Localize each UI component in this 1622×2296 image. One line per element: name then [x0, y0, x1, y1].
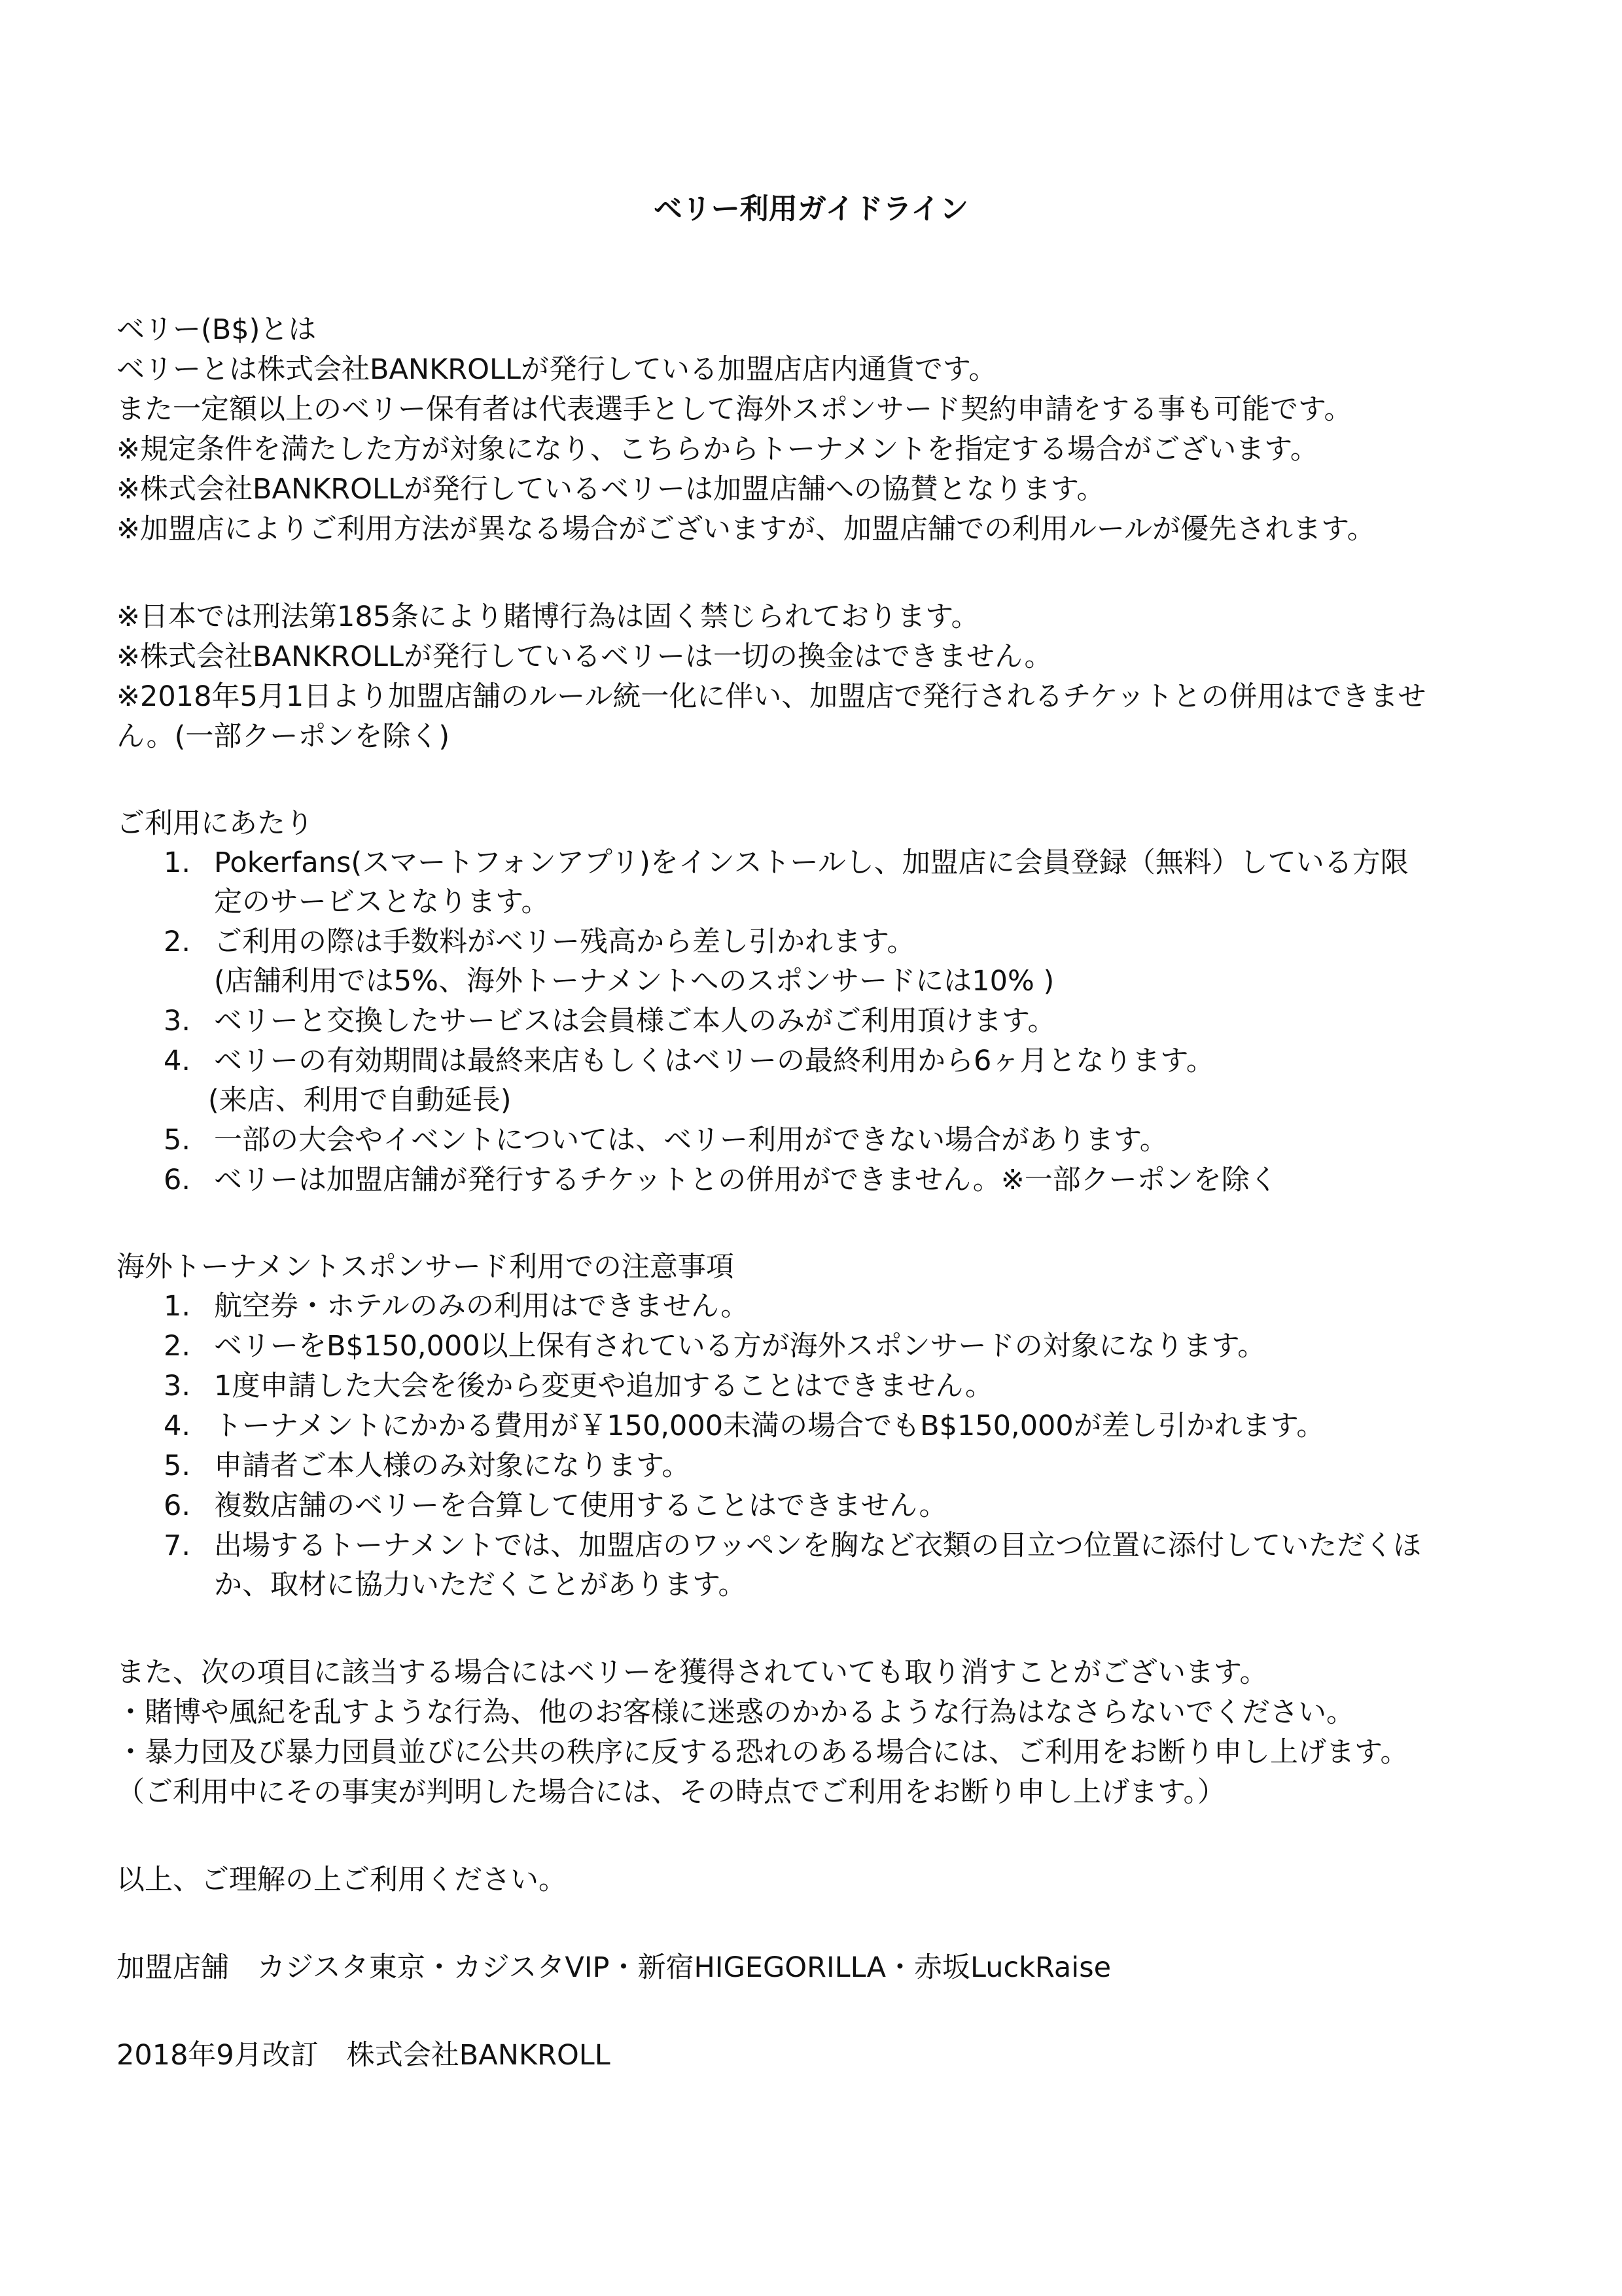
- list-number: 1.: [164, 1290, 191, 1323]
- cancel-line: （ご利用中にその事実が判明した場合には、その時点でご利用をお断り申し上げます。）: [116, 1776, 1226, 1809]
- overseas-item: 申請者ご本人様のみ対象になります。: [214, 1450, 690, 1482]
- list-number: 5.: [164, 1450, 191, 1482]
- list-number: 4.: [164, 1045, 191, 1077]
- stores-line: 加盟店舗 カジスタ東京・カジスタVIP・新宿HIGEGORILLA・赤坂LuckRaise: [116, 1951, 1112, 1984]
- cancel-line: ・暴力団及び暴力団員並びに公共の秩序に反する恐れのある場合には、ご利用をお断り申し上げます。: [116, 1736, 1409, 1769]
- overseas-heading: 海外トーナメントスポンサード利用での注意事項: [116, 1251, 734, 1283]
- list-number: 7.: [164, 1529, 191, 1562]
- list-number: 2.: [164, 1330, 191, 1363]
- list-number: 6.: [164, 1489, 191, 1522]
- intro-line: ※株式会社BANKROLLが発行しているベリーは加盟店舗への協賛となります。: [116, 473, 1105, 506]
- list-number: 3.: [164, 1005, 191, 1037]
- note-line: ※2018年5月1日より加盟店舗のルール統一化に伴い、加盟店で発行されるチケットとの併用はできませ: [116, 680, 1426, 713]
- overseas-item: 出場するトーナメントでは、加盟店のワッペンを胸など衣類の目立つ位置に添付していただくほ: [214, 1529, 1422, 1562]
- list-number: 1.: [164, 846, 191, 879]
- intro-heading: ベリー(B$)とは: [116, 313, 317, 346]
- list-number: 5.: [164, 1124, 191, 1157]
- cancel-line: ・賭博や風紀を乱すような行為、他のお客様に迷惑のかかるような行為はなさらないでください。: [116, 1696, 1354, 1729]
- usage-item-continuation: (来店、利用で自動延長): [208, 1084, 512, 1117]
- usage-item: ご利用の際は手数料がベリー残高から差し引かれます。: [214, 926, 915, 958]
- usage-item: ベリーは加盟店舗が発行するチケットとの併用ができません。※一部クーポンを除く: [214, 1164, 1278, 1196]
- list-number: 2.: [164, 926, 191, 958]
- intro-line: ベリーとは株式会社BANKROLLが発行している加盟店店内通貨です。: [116, 353, 997, 386]
- note-line: ※日本では刑法第185条により賭博行為は固く禁じられております。: [116, 600, 979, 633]
- list-number: 4.: [164, 1410, 191, 1442]
- overseas-item: 1度申請した大会を後から変更や追加することはできません。: [214, 1370, 993, 1402]
- overseas-item: ベリーをB$150,000以上保有されている方が海外スポンサードの対象になります。: [214, 1330, 1266, 1363]
- intro-line: ※加盟店によりご利用方法が異なる場合がございますが、加盟店舗での利用ルールが優先されます。: [116, 513, 1375, 546]
- overseas-item: 航空券・ホテルのみの利用はできません。: [214, 1290, 749, 1323]
- usage-item: ベリーの有効期間は最終来店もしくはベリーの最終利用から6ヶ月となります。: [214, 1045, 1214, 1077]
- note-line: ん。(一部クーポンを除く): [116, 720, 450, 753]
- page-title: ベリー利用ガイドライン: [653, 192, 969, 226]
- footer-line: 2018年9月改訂 株式会社BANKROLL: [116, 2039, 610, 2072]
- usage-item: ベリーと交換したサービスは会員様ご本人のみがご利用頂けます。: [214, 1005, 1056, 1037]
- usage-item: Pokerfans(スマートフォンアプリ)をインストールし、加盟店に会員登録（無料）している方限: [214, 846, 1409, 879]
- closing-text: 以上、ご理解の上ご利用ください。: [116, 1864, 567, 1896]
- note-line: ※株式会社BANKROLLが発行しているベリーは一切の換金はできません。: [116, 640, 1053, 673]
- list-number: 6.: [164, 1164, 191, 1196]
- intro-line: ※規定条件を満たした方が対象になり、こちらからトーナメントを指定する場合がございます。: [116, 433, 1318, 466]
- intro-line: また一定額以上のベリー保有者は代表選手として海外スポンサード契約申請をする事も可能です。: [116, 393, 1352, 426]
- usage-item: 一部の大会やイベントについては、ベリー利用ができない場合があります。: [214, 1124, 1168, 1157]
- usage-item-continuation: (店舗利用では5%、海外トーナメントへのスポンサードには10% ): [214, 965, 1055, 998]
- usage-item-continuation: 定のサービスとなります。: [214, 886, 550, 918]
- overseas-item: トーナメントにかかる費用が￥150,000未満の場合でもB$150,000が差し引かれます。: [214, 1410, 1325, 1442]
- overseas-item-continuation: か、取材に協力いただくことがあります。: [214, 1569, 747, 1601]
- usage-heading: ご利用にあたり: [116, 807, 313, 840]
- list-number: 3.: [164, 1370, 191, 1402]
- cancel-line: また、次の項目に該当する場合にはベリーを獲得されていても取り消すことがございます。: [116, 1656, 1268, 1689]
- overseas-item: 複数店舗のベリーを合算して使用することはできません。: [214, 1489, 947, 1522]
